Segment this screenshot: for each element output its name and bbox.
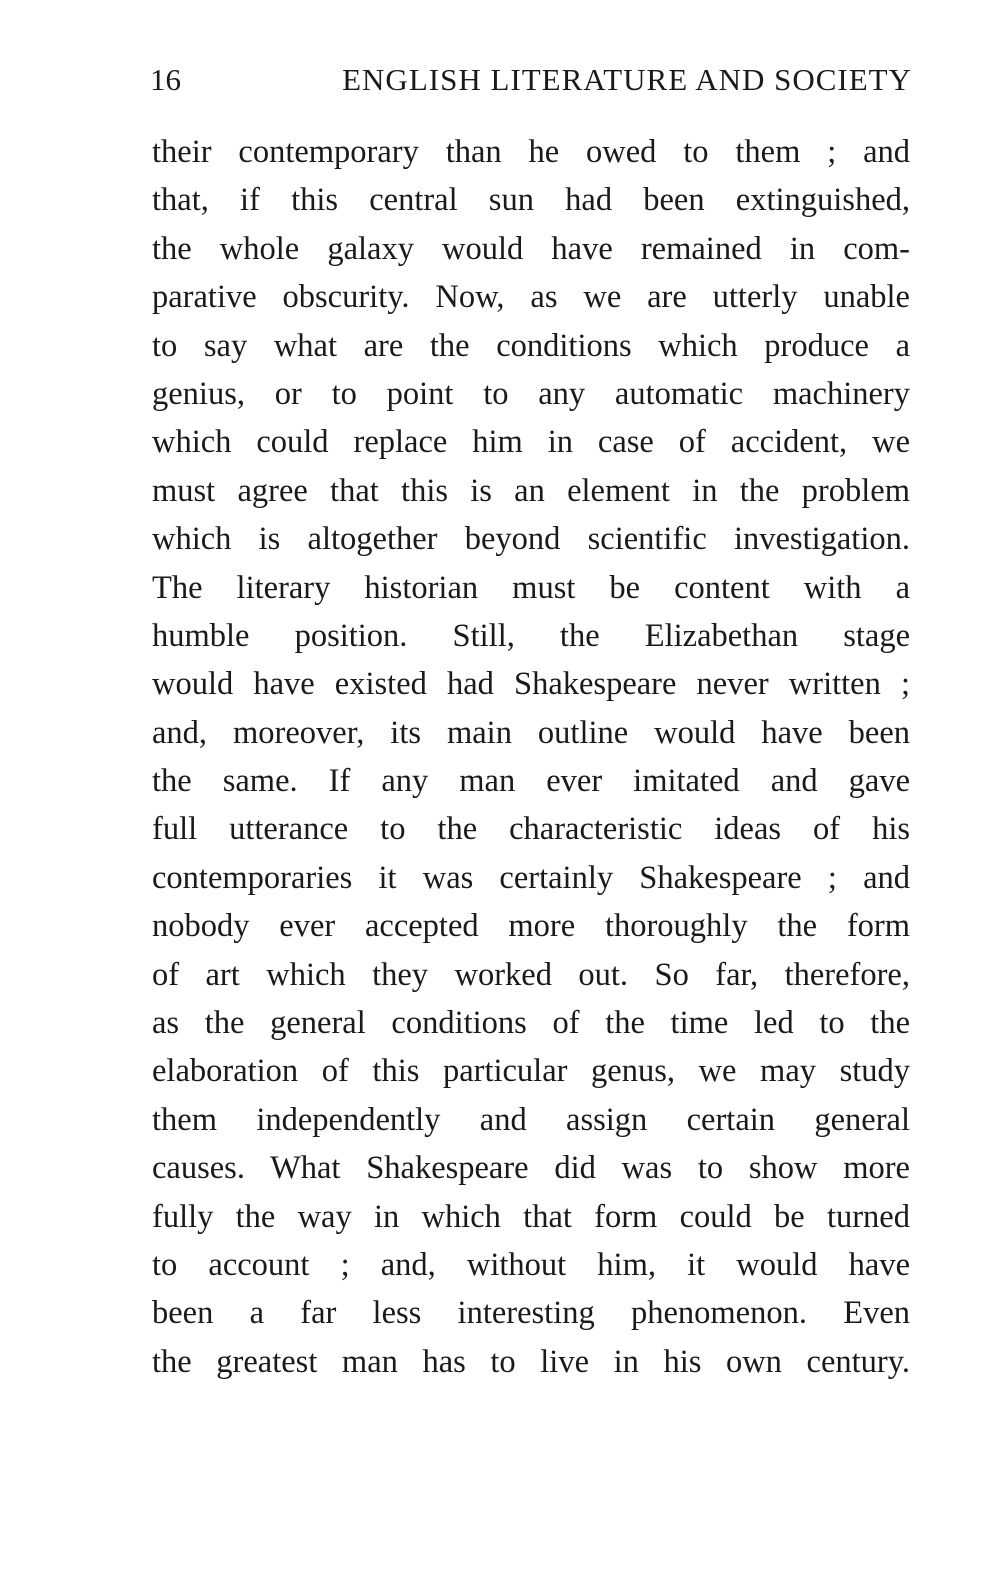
text-line: causes. What Shakespeare did was to show more [152, 1150, 910, 1187]
text-line: which is altogether beyond scientific investigation. [152, 521, 910, 558]
running-title: ENGLISH LITERATURE AND SOCIETY [342, 62, 912, 97]
text-line: them independently and assign certain general [152, 1101, 910, 1138]
text-line: the greatest man has to live in his own century. [152, 1343, 910, 1380]
text-line: the same. If any man ever imitated and gave [152, 763, 910, 800]
text-line: the whole galaxy would have remained in com- [152, 230, 910, 267]
text-line: genius, or to point to any automatic machinery [152, 375, 910, 412]
text-line: parative obscurity. Now, as we are utterly unable [152, 279, 910, 316]
text-line: nobody ever accepted more thoroughly the form [152, 908, 910, 945]
text-line: must agree that this is an element in the problem [152, 472, 910, 509]
text-line: their contemporary than he owed to them ; and [152, 134, 910, 170]
body-paragraph [152, 128, 910, 1386]
text-line: contemporaries it was certainly Shakespeare ; and [152, 859, 910, 896]
text-line: full utterance to the characteristic ideas of his [152, 811, 910, 848]
text-line: which could replace him in case of accident, we [152, 424, 910, 461]
text-line: elaboration of this particular genus, we may study [152, 1053, 910, 1090]
running-head [150, 62, 912, 102]
text-line: of art which they worked out. So far, therefore, [152, 956, 910, 993]
page-number: 16 [150, 62, 181, 97]
text-line: would have existed had Shakespeare never written ; [152, 666, 910, 703]
text-line: as the general conditions of the time led to the [152, 1005, 910, 1042]
text-line: been a far less interesting phenomenon. Even [152, 1295, 910, 1332]
text-line: to say what are the conditions which produce a [152, 327, 910, 364]
text-line: to account ; and, without him, it would have [152, 1246, 910, 1283]
text-line: fully the way in which that form could be turned [152, 1198, 910, 1235]
text-line: and, moreover, its main outline would have been [152, 714, 910, 751]
text-line: that, if this central sun had been extinguished, [152, 182, 910, 219]
text-line: The literary historian must be content with a [152, 569, 910, 606]
text-line: humble position. Still, the Elizabethan stage [152, 617, 910, 654]
